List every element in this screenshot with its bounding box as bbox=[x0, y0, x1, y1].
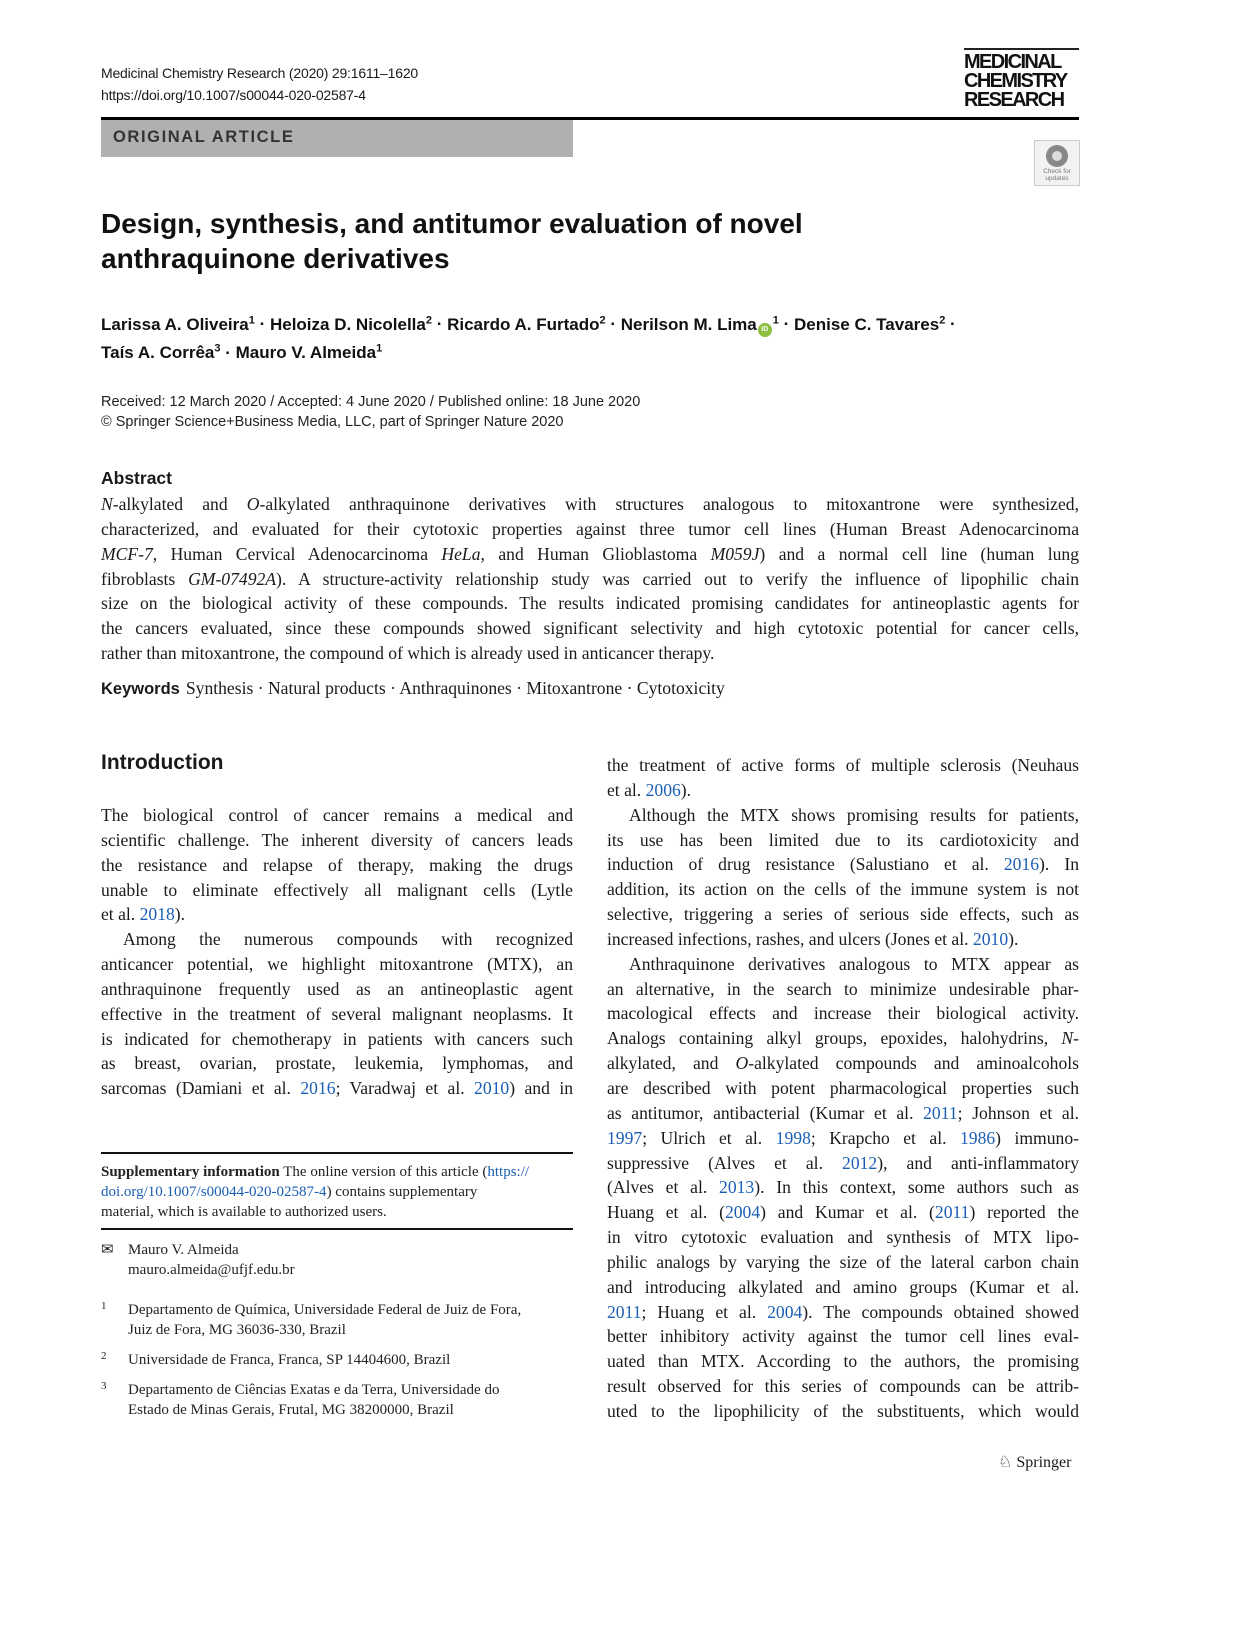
citation-link[interactable]: 2004 bbox=[767, 1301, 803, 1322]
text-run: Although the MTX shows promising results for patients, bbox=[629, 804, 1079, 825]
affiliation-line: Estado de Minas Gerais, Frutal, MG 38200000, Brazil bbox=[128, 1402, 454, 1418]
abstract-text bbox=[101, 492, 1079, 666]
paragraph bbox=[101, 803, 573, 927]
author[interactable] bbox=[101, 315, 255, 334]
text-run: -alkylated and bbox=[112, 494, 247, 514]
italic-term: MCF-7 bbox=[101, 543, 153, 564]
text-line bbox=[607, 1051, 1079, 1076]
publication-dates bbox=[101, 392, 640, 432]
text-run: ) and a normal cell line (human lung bbox=[759, 543, 1079, 564]
text-run: Analogs containing alkyl groups, epoxides, halohydrins, bbox=[607, 1028, 1062, 1049]
affiliation-number: 1 bbox=[101, 1300, 107, 1312]
author-name: Larissa A. Oliveira bbox=[101, 314, 249, 334]
text-line bbox=[101, 977, 573, 1002]
text-run: ; Johnson et al. bbox=[957, 1102, 1079, 1123]
check-updates-icon bbox=[1046, 145, 1068, 167]
text-line bbox=[607, 1200, 1079, 1225]
italic-term: O bbox=[246, 494, 260, 514]
text-line bbox=[101, 1202, 573, 1222]
text-run: et al. bbox=[101, 904, 140, 925]
text-run: fibroblasts bbox=[101, 568, 189, 589]
citation-link[interactable]: 2006 bbox=[645, 779, 681, 800]
italic-term: GM-07492A bbox=[188, 568, 277, 589]
citation-link[interactable]: 2010 bbox=[972, 928, 1009, 949]
text-run: ; Ulrich et al. bbox=[642, 1127, 776, 1148]
text-line bbox=[607, 852, 1079, 877]
text-line bbox=[101, 492, 1079, 517]
check-for-updates-badge[interactable] bbox=[1034, 140, 1080, 186]
text-line bbox=[607, 1399, 1079, 1424]
text-line bbox=[101, 1027, 573, 1052]
text-run: Huang et al. ( bbox=[607, 1202, 725, 1223]
logo-line: MEDICINAL bbox=[964, 51, 1061, 73]
text-line bbox=[101, 1182, 573, 1202]
text-run: anticancer potential, we highlight mitoxantrone (MTX), an bbox=[101, 954, 573, 975]
author-name: Denise C. Tavares bbox=[793, 314, 940, 334]
right-column-text bbox=[607, 753, 1079, 1424]
italic-term: M059J bbox=[710, 543, 760, 564]
text-line bbox=[607, 1151, 1079, 1176]
text-line bbox=[607, 1250, 1079, 1275]
affiliation-number: 2 bbox=[101, 1350, 107, 1362]
text-run: as antitumor, antibacterial (Kumar et al. bbox=[607, 1102, 924, 1123]
publisher-name: Springer bbox=[1016, 1454, 1072, 1471]
text-line bbox=[101, 1162, 573, 1182]
running-header bbox=[101, 62, 418, 106]
author[interactable] bbox=[447, 315, 606, 334]
text-line bbox=[607, 1374, 1079, 1399]
text-run: (Alves et al. bbox=[607, 1177, 720, 1198]
text-line bbox=[607, 803, 1079, 828]
text-run: ). A structure-activity relationship study was carried out to verify the influence of lipophilic chain bbox=[276, 568, 1079, 589]
text-run: sarcomas (Damiani et al. bbox=[101, 1078, 301, 1099]
text-run: Among the numerous compounds with recognized bbox=[123, 929, 573, 950]
text-run: is indicated for chemotherapy in patients with cancers such bbox=[101, 1028, 573, 1049]
text-line bbox=[607, 1275, 1079, 1300]
text-run: unable to eliminate effectively all malignant cells (Lytle bbox=[101, 879, 573, 900]
paragraph bbox=[607, 753, 1079, 803]
text-run: uted to the lipophilicity of the substituents, which would bbox=[607, 1400, 1079, 1421]
italic-term: HeLa bbox=[441, 543, 481, 564]
text-run: addition, its action on the cells of the immune system is not bbox=[607, 879, 1079, 900]
text-run: size on the biological activity of these compounds. The results indicated promising candidates for antineoplastic agents for bbox=[101, 593, 1079, 614]
text-run: The biological control of cancer remains a medical and bbox=[101, 805, 573, 825]
text-run: better inhibitory activity against the tumor cell lines eval- bbox=[607, 1326, 1079, 1347]
keywords-text: Synthesis · Natural products · Anthraquinones · Mitoxantrone · Cytotoxicity bbox=[185, 678, 725, 698]
affiliation-line: Universidade de Franca, Franca, SP 14404600, Brazil bbox=[128, 1352, 451, 1368]
text-line bbox=[101, 616, 1079, 641]
text-run: are described with potent pharmacological properties such bbox=[607, 1077, 1079, 1098]
citation-link[interactable]: 2013 bbox=[719, 1177, 755, 1198]
text-run: increased infections, rashes, and ulcers (Jones et al. bbox=[607, 928, 973, 949]
logo-line: RESEARCH bbox=[964, 89, 1064, 111]
author-name: Ricardo A. Furtado bbox=[447, 314, 600, 334]
affiliation-superscript: 2 bbox=[599, 314, 606, 326]
italic-term: O bbox=[735, 1053, 749, 1074]
citation-link[interactable]: 1997 bbox=[607, 1127, 643, 1148]
text-run: ) and Kumar et al. ( bbox=[760, 1202, 935, 1223]
text-run: the cancers evaluated, since these compounds showed significant selectivity and high cytotoxic potential for cancer cells, bbox=[101, 618, 1079, 639]
text-run: ). bbox=[680, 779, 692, 800]
paragraph bbox=[607, 952, 1079, 1424]
article-type: ORIGINAL ARTICLE bbox=[113, 128, 295, 146]
text-line bbox=[101, 591, 1079, 616]
author-name: Nerilson M. Lima bbox=[620, 314, 757, 334]
abstract-heading: Abstract bbox=[101, 468, 172, 488]
text-line bbox=[101, 878, 573, 903]
text-run: ) and in bbox=[509, 1078, 573, 1099]
text-line bbox=[101, 1076, 573, 1101]
text-line bbox=[607, 1001, 1079, 1026]
affiliation-line: Departamento de Química, Universidade Federal de Juiz de Fora, bbox=[128, 1302, 522, 1318]
text-line bbox=[607, 1225, 1079, 1250]
text-run: philic analogs by varying the size of the lateral carbon chain bbox=[607, 1251, 1079, 1272]
text-run: suppressive (Alves et al. bbox=[607, 1152, 843, 1173]
text-run: uated than MTX. According to the authors, the promising bbox=[607, 1351, 1079, 1372]
section-heading-introduction: Introduction bbox=[101, 751, 224, 774]
affiliation-line: Departamento de Ciências Exatas e da Terra, Universidade do bbox=[128, 1382, 500, 1398]
author-name: Taís A. Corrêa bbox=[101, 343, 215, 363]
text-line bbox=[607, 1175, 1079, 1200]
check-updates-label: Check for updates bbox=[1043, 168, 1071, 182]
text-line bbox=[607, 1101, 1079, 1126]
text-run: - bbox=[1073, 1028, 1079, 1049]
keywords-label: Keywords bbox=[101, 680, 180, 698]
author[interactable] bbox=[101, 343, 221, 362]
text-run: anthraquinone frequently used as an antineoplastic agent bbox=[101, 978, 573, 999]
text-line bbox=[607, 1026, 1079, 1051]
supplementary-info bbox=[101, 1162, 573, 1222]
text-line bbox=[607, 877, 1079, 902]
paragraph bbox=[101, 927, 573, 1101]
italic-term: N bbox=[1061, 1028, 1074, 1049]
orcid-icon[interactable]: iD bbox=[758, 323, 772, 337]
paragraph bbox=[607, 803, 1079, 952]
author[interactable] bbox=[621, 315, 779, 334]
text-line bbox=[607, 1300, 1079, 1325]
affiliation-number: 3 bbox=[101, 1380, 107, 1392]
dates-line: Received: 12 March 2020 / Accepted: 4 June 2020 / Published online: 18 June 2020 bbox=[101, 394, 641, 410]
text-line bbox=[101, 517, 1079, 542]
text-run: ; Huang et al. bbox=[641, 1301, 768, 1322]
article-title: Design, synthesis, and antitumor evaluation of novel anthraquinone derivatives bbox=[101, 208, 803, 274]
author[interactable] bbox=[794, 315, 945, 334]
text-run: the treatment of active forms of multiple sclerosis (Neuhaus bbox=[607, 755, 1079, 775]
text-run: result observed for this series of compounds can be attrib- bbox=[607, 1376, 1079, 1397]
affiliation-superscript: 1 bbox=[248, 314, 255, 326]
journal-logo bbox=[964, 48, 1079, 110]
text-line bbox=[101, 1002, 573, 1027]
author-name: Mauro V. Almeida bbox=[235, 343, 377, 363]
text-line bbox=[101, 927, 573, 952]
text-line bbox=[607, 1076, 1079, 1101]
text-run: Anthraquinone derivatives analogous to MTX appear as bbox=[629, 953, 1079, 974]
affiliation-superscript: 2 bbox=[939, 314, 946, 326]
footnote-rule bbox=[101, 1228, 573, 1230]
text-run: -alkylated compounds and aminoalcohols bbox=[748, 1053, 1079, 1074]
text-run: effective in the treatment of several malignant neoplasms. It bbox=[101, 1003, 573, 1024]
text-line bbox=[101, 853, 573, 878]
text-run: macological effects and increase their biological activity. bbox=[607, 1003, 1079, 1024]
citation-link[interactable]: 1986 bbox=[959, 1127, 996, 1148]
text-run: alkylated, and bbox=[607, 1053, 736, 1074]
text-run: the resistance and relapse of therapy, making the drugs bbox=[101, 854, 573, 875]
text-run: ). In this context, some authors such as bbox=[754, 1177, 1079, 1198]
text-run: rather than mitoxantrone, the compound of which is already used in anticancer therapy. bbox=[101, 643, 715, 664]
text-line bbox=[607, 778, 1079, 803]
text-run: and introducing alkylated and amino groups (Kumar et al. bbox=[607, 1276, 1079, 1297]
corresponding-author bbox=[101, 1240, 573, 1280]
article-type-bar bbox=[101, 120, 573, 157]
text-line bbox=[607, 1126, 1079, 1151]
citation-link[interactable]: 1998 bbox=[775, 1127, 811, 1148]
text-run: ) reported the bbox=[969, 1202, 1079, 1223]
text-line bbox=[607, 927, 1079, 952]
author-list: Larissa A. Oliveira$^1$ · Heloiza D. Nicolella$^2$ · Ricardo A. Furtado$^2$ · Nerilson M. Lima $iD^1$ · Denise C. Tavares$^2$ · Taís A. Corrêa$^3$ · Mauro V. Almeida$^1$ bbox=[101, 314, 956, 363]
text-line bbox=[101, 641, 1079, 666]
text-line bbox=[607, 977, 1079, 1002]
citation-link[interactable]: 2012 bbox=[842, 1152, 878, 1173]
affiliation-superscript: 2 bbox=[425, 314, 432, 326]
text-line bbox=[607, 902, 1079, 927]
text-line bbox=[607, 753, 1079, 778]
text-run: ) contains supplementary bbox=[326, 1184, 478, 1200]
author[interactable] bbox=[236, 343, 383, 362]
doi-link[interactable]: https://doi.org/10.1007/s00044-020-02587-4 bbox=[101, 87, 366, 103]
envelope-icon: ✉ bbox=[101, 1242, 114, 1258]
affiliation-line: Juiz de Fora, MG 36036-330, Brazil bbox=[128, 1322, 346, 1338]
text-line bbox=[101, 902, 573, 927]
text-line bbox=[101, 828, 573, 853]
springer-horse-icon: ♘ bbox=[998, 1454, 1013, 1471]
text-line bbox=[607, 952, 1079, 977]
text-line bbox=[101, 803, 573, 828]
text-line bbox=[101, 542, 1079, 567]
text-run: , Human Cervical Adenocarcinoma bbox=[152, 543, 442, 564]
affiliation-superscript: 3 bbox=[214, 342, 221, 355]
citation-link[interactable]: 2011 bbox=[923, 1102, 958, 1123]
left-column-text bbox=[101, 803, 573, 1101]
citation-link[interactable]: 2016 bbox=[1003, 854, 1040, 875]
text-run: , and Human Glioblastoma bbox=[480, 543, 711, 564]
contact-email[interactable]: mauro.almeida@ufjf.edu.br bbox=[128, 1262, 295, 1278]
supplementary-label: Supplementary information bbox=[101, 1164, 280, 1180]
citation-link[interactable]: 2010 bbox=[474, 1078, 510, 1099]
affiliation bbox=[101, 1300, 573, 1340]
contact-name: Mauro V. Almeida bbox=[128, 1242, 239, 1258]
text-run: ; Varadwaj et al. bbox=[335, 1078, 475, 1099]
text-run: ; Krapcho et al. bbox=[810, 1127, 960, 1148]
text-run: material, which is available to authorized users. bbox=[101, 1204, 387, 1220]
publisher-logo bbox=[998, 1452, 1071, 1472]
text-run: ). The compounds obtained showed bbox=[802, 1301, 1079, 1322]
text-line bbox=[607, 1324, 1079, 1349]
text-line bbox=[607, 1349, 1079, 1374]
citation-link[interactable]: 2016 bbox=[300, 1078, 336, 1099]
text-run: ) immuno- bbox=[995, 1127, 1079, 1148]
text-run: ). In bbox=[1039, 854, 1079, 875]
text-run: as breast, ovarian, prostate, leukemia, lymphomas, and bbox=[101, 1053, 573, 1074]
text-run: et al. bbox=[607, 779, 646, 800]
footnote-rule bbox=[101, 1152, 573, 1154]
journal-citation: Medicinal Chemistry Research (2020) 29:1611–1620 bbox=[101, 65, 418, 81]
text-run: its use has been limited due to its cardiotoxicity and bbox=[607, 829, 1079, 850]
copyright-line: © Springer Science+Business Media, LLC, part of Springer Nature 2020 bbox=[101, 414, 564, 430]
citation-link[interactable]: 2011 bbox=[934, 1202, 970, 1223]
text-run: in vitro cytotoxic evaluation and synthesis of MTX lipo- bbox=[607, 1227, 1079, 1248]
citation-link[interactable]: doi.org/10.1007/s00044-020-02587-4 bbox=[101, 1184, 327, 1200]
author-name: Heloiza D. Nicolella bbox=[269, 314, 426, 334]
text-run: ), and anti-inflammatory bbox=[877, 1152, 1079, 1173]
affiliation bbox=[101, 1350, 573, 1370]
affiliation-superscript: 1 bbox=[772, 314, 779, 326]
text-run: selective, triggering a series of serious side effects, such as bbox=[607, 904, 1079, 925]
affiliation bbox=[101, 1380, 573, 1420]
text-line bbox=[607, 828, 1079, 853]
text-line bbox=[101, 567, 1079, 592]
text-run: scientific challenge. The inherent diversity of cancers leads bbox=[101, 829, 573, 850]
logo-line: CHEMISTRY bbox=[964, 70, 1067, 92]
citation-link[interactable]: 2004 bbox=[724, 1202, 761, 1223]
text-run: characterized, and evaluated for their cytotoxic properties against three tumor cell lines (Human Breast Adenocarcinoma bbox=[101, 518, 1079, 539]
text-line bbox=[101, 952, 573, 977]
text-run: an alternative, in the search to minimize undesirable phar- bbox=[607, 978, 1079, 999]
text-run: induction of drug resistance (Salustiano et al. bbox=[607, 854, 1004, 875]
citation-link[interactable]: 2018 bbox=[139, 904, 175, 925]
text-run: ). bbox=[174, 904, 186, 925]
affiliation-superscript: 1 bbox=[376, 342, 383, 355]
text-line bbox=[101, 1051, 573, 1076]
text-run: The online version of this article ( bbox=[279, 1164, 488, 1180]
italic-term: N bbox=[101, 494, 113, 514]
citation-link[interactable]: 2011 bbox=[607, 1301, 642, 1322]
text-run: -alkylated anthraquinone derivatives with structures analogous to mitoxantrone were synthesized, bbox=[259, 494, 1079, 514]
citation-link[interactable]: https:// bbox=[487, 1164, 530, 1180]
keywords bbox=[101, 678, 725, 699]
text-run: ). bbox=[1008, 928, 1019, 949]
author[interactable] bbox=[270, 315, 432, 334]
